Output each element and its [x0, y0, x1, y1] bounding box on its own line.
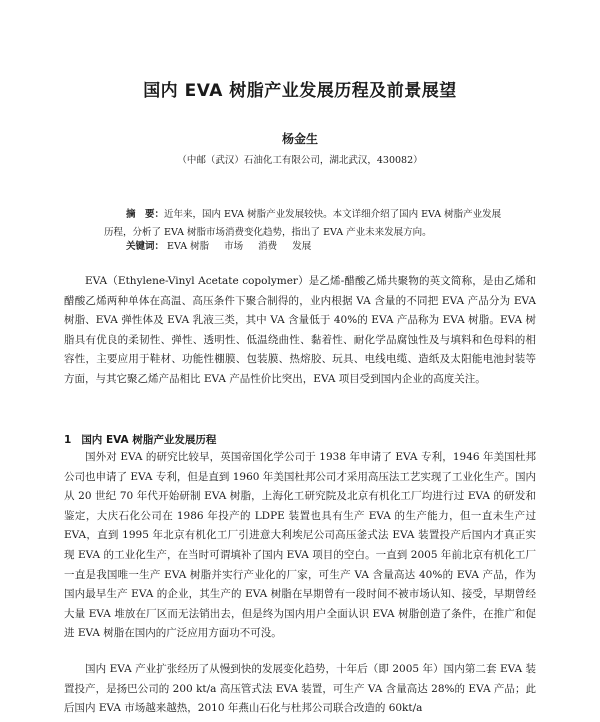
abstract-text: 近年来，国内 EVA 树脂产业发展较快。本文详细介绍了国内 EVA 树脂产业发展历程，分析了 EVA 树脂市场消费变化趋势，指出了 EVA 产业未来发展方向。	[104, 209, 502, 238]
keyword: 市场	[224, 241, 244, 252]
paper-title: 国内 EVA 树脂产业发展历程及前景展望	[143, 81, 457, 101]
body-paragraph-expansion: 国内 EVA 产业扩张经历了从慢到快的发展变化趋势，十年后（即 2005 年）国内第二套 EVA 装置投产，是扬巴公司的 200 kt/a 高压管式法 EVA 装置，可生产 VA 含量高达 28%的 EVA 产品；此后国内 EVA 市场越来越热，2010 年燕山石化与杜邦公司联合改造的 60kt/a	[64, 663, 536, 715]
author-name: 杨金生	[281, 132, 318, 146]
section-number: 1	[64, 434, 72, 446]
keywords-label: 关键词：	[126, 241, 165, 252]
author-affiliation: （中邮（武汉）石油化工有限公司，湖北武汉，430082）	[177, 155, 423, 166]
keyword: EVA 树脂	[167, 241, 210, 252]
section-title: 国内 EVA 树脂产业发展历程	[81, 434, 217, 446]
body-paragraph-intro: EVA（Ethylene-Vinyl Acetate copolymer）是乙烯-醋酸乙烯共聚物的英文简称，是由乙烯和醋酸乙烯两种单体在高温、高压条件下聚合制得的，业内根据 VA 含量的不同把 EVA 产品分为 EVA 树脂、EVA 弹性体及 EVA 乳液三类，其中 VA 含量低于 40%的 EVA 产品称为 EVA 树脂。EVA 树脂具有优良的柔韧性、弹性、透明性、低温绕曲性、黏着性、耐化学品腐蚀性及与填料和色母料的相容性，主要应用于鞋材、功能性棚膜、包装膜、热熔胶、玩具、电线电缆、造纸及太阳能电池封装等方面，与其它聚乙烯产品相比 EVA 产品性价比突出，EVA 项目受到国内企业的高度关注。	[64, 275, 536, 385]
section-heading	[64, 432, 216, 447]
abstract-label: 摘 要：	[126, 209, 165, 220]
keyword: 消费	[258, 241, 278, 252]
keywords	[126, 241, 506, 253]
body-paragraph-history: 国外对 EVA 的研究比较早，英国帝国化学公司于 1938 年申请了 EVA 专利，1946 年美国杜邦公司也申请了 EVA 专利，但是直到 1960 年美国杜邦公司才采用高压法工艺实现了工业化生产。国内从 20 世纪 70 年代开始研制 EVA 树脂，上海化工研究院及北京有机化工厂均进行过 EVA 的研发和鉴定，大庆石化公司在 1986 年投产的 LDPE 装置也具有生产 EVA 的生产能力，但一直未生产过 EVA，直到 1995 年北京有机化工厂引进意大利埃尼公司高压釜式法 EVA 装置投产后国内才真正实现 EVA 的工业化生产，在当时可谓填补了国内 EVA 项目的空白。一直到 2005 年前北京有机化工厂一直是我国唯一生产 EVA 树脂并实行产业化的厂家，可生产 VA 含量高达 40%的 EVA 产品，作为国内最早生产 EVA 的企业，其生产的 EVA 树脂在早期曾有一段时间不被市场认知、接受，早期曾经大量 EVA 堆放在厂区而无法销出去，但是终为国内用户全面认识 EVA 树脂创造了条件，在推广和促进 EVA 树脂在国内的广泛应用方面功不可没。	[64, 451, 536, 640]
abstract	[104, 206, 504, 242]
keyword: 发展	[292, 241, 312, 252]
